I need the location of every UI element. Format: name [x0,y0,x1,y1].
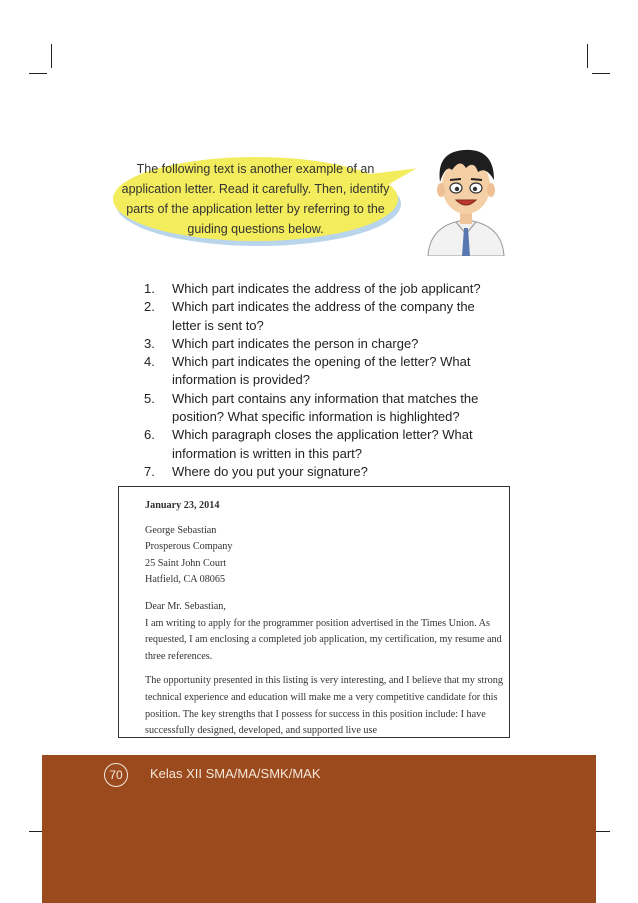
address-line: Hatfield, CA 08065 [145,574,226,586]
speech-bubble [113,157,398,241]
recipient-address [145,523,505,589]
list-item: 3. Which part indicates the person in charge? [144,335,419,351]
boy-illustration [420,138,512,256]
speech-bubble-text: The following text is another example of an application letter. Read it carefully. Then, identify parts of the application letter by referring to the guiding questions below. [121,162,390,236]
letter-salutation: Dear Mr. Sebastian, [145,600,226,612]
book-title: Kelas XII SMA/MA/SMK/MAK [150,766,321,781]
address-line: 25 Saint John Court [145,557,227,569]
letter-paragraph: The opportunity presented in this listing is very interesting, and I believe that my strong technical experience and education will make me a very competitive candidate for this position. The key strengths that I possess for success in this position include: I have successfully designed, developed, and supported live use [145,675,503,737]
letter-content [145,498,505,738]
address-line: George Sebastian [145,524,217,536]
letter-paragraph: I am writing to apply for the programmer position advertised in the Times Union. As requested, I am enclosing a completed job application, my certification, my resume and three references. [145,617,502,662]
list-item: 6. Which paragraph closes the application letter? What information is written in this part? [144,427,473,461]
crop-mark [587,44,588,68]
list-item: 7. Where do you put your signature? [144,463,368,479]
crop-mark [592,73,610,74]
crop-mark [51,44,52,68]
list-item: 4. Which part indicates the opening of the letter? What information is provided? [144,354,471,388]
list-item: 1. Which part indicates the address of the job applicant? [144,281,481,296]
crop-mark [29,73,47,74]
guiding-questions-list [144,280,494,481]
address-line: Prosperous Company [145,541,233,553]
letter-date: January 23, 2014 [145,500,220,511]
letter-box [118,486,510,738]
list-item: 2. Which part indicates the address of the company the letter is sent to? [144,299,475,333]
page-number: 70 [104,763,128,787]
list-item: 5. Which part contains any information that matches the position? What specific information is highlighted? [144,390,479,425]
